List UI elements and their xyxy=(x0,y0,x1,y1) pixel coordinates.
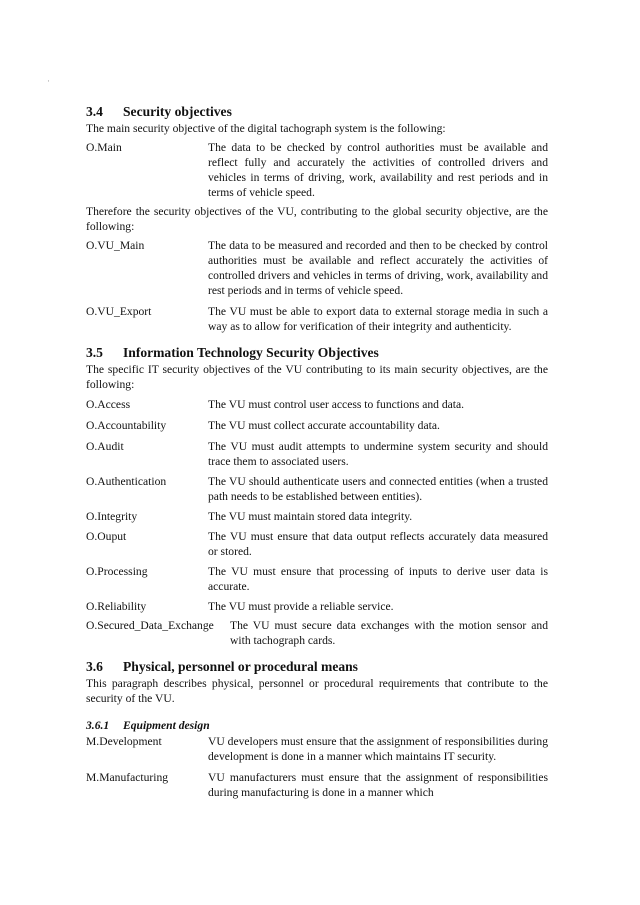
objective-term: O.VU_Export xyxy=(86,305,152,318)
subsection-number: 3.6.1 xyxy=(86,719,110,732)
section-3-4-intro2: Therefore the security objectives of the VU, contributing to the global security objective, are the following: xyxy=(86,205,548,233)
objective-term: O.Authentication xyxy=(86,475,167,488)
objective-term: O.Access xyxy=(86,398,131,411)
objective-row xyxy=(86,238,548,298)
section-3-5-intro: The specific IT security objectives of the VU contributing to its main security objectives, are the following: xyxy=(86,363,548,391)
measure-desc: VU manufacturers must ensure that the assignment of responsibilities during manufacturing is done in a manner which xyxy=(208,771,548,799)
subsection-title: Equipment design xyxy=(123,719,210,732)
objective-desc: The VU must ensure that data output reflects accurately data measured or stored. xyxy=(208,530,548,558)
objective-desc: The VU must collect accurate accountability data. xyxy=(208,419,440,432)
section-3-6-heading xyxy=(86,659,548,674)
objective-desc: The VU must maintain stored data integrity. xyxy=(208,510,413,523)
objective-row xyxy=(86,397,548,412)
measure-desc: VU developers must ensure that the assignment of responsibilities during development is done in a manner which maintains IT security. xyxy=(208,735,548,763)
objective-desc: The VU must ensure that processing of inputs to derive user data is accurate. xyxy=(208,565,548,593)
section-number: 3.4 xyxy=(86,104,103,119)
margin-mark: · xyxy=(47,76,50,86)
objective-row xyxy=(86,474,548,504)
objective-desc: The VU must control user access to functions and data. xyxy=(208,398,465,411)
objective-row xyxy=(86,564,548,594)
section-number: 3.6 xyxy=(86,659,103,674)
objective-row xyxy=(86,599,548,614)
objective-term: O.Processing xyxy=(86,565,148,578)
measure-row xyxy=(86,770,548,800)
objective-term: O.Main xyxy=(86,141,122,154)
measure-term: M.Manufacturing xyxy=(86,771,169,784)
objective-desc: The VU should authenticate users and connected entities (when a trusted path needs to be established between entities). xyxy=(208,475,548,503)
section-title: Information Technology Security Objectives xyxy=(123,345,379,360)
objective-row xyxy=(86,509,548,524)
objective-row xyxy=(86,439,548,469)
objective-term: O.Secured_Data_Exchange xyxy=(86,619,214,632)
objective-row xyxy=(86,304,548,334)
objective-term: O.Accountability xyxy=(86,419,167,432)
section-title: Security objectives xyxy=(123,104,232,119)
objective-term: O.Audit xyxy=(86,440,124,453)
objective-term: O.VU_Main xyxy=(86,239,145,252)
section-3-4-intro: The main security objective of the digital tachograph system is the following: xyxy=(86,122,446,135)
objective-row xyxy=(86,418,548,433)
objective-desc: The data to be measured and recorded and then to be checked by control authorities must be available and reflect accurately the activities of controlled drivers and vehicles in terms of driving, work, availability and rest periods and in terms of vehicle speed. xyxy=(208,239,548,297)
objective-desc: The VU must provide a reliable service. xyxy=(208,600,394,613)
objective-desc: The VU must secure data exchanges with the motion sensor and with tachograph cards. xyxy=(230,619,548,647)
objective-term: O.Integrity xyxy=(86,510,138,523)
objective-desc: The data to be checked by control authorities must be available and reflect fully and accurately the activities of controlled drivers and vehicles in terms of driving, work, availability and rest periods and in terms of vehicle speed. xyxy=(208,141,548,199)
measure-row xyxy=(86,734,548,764)
objective-row xyxy=(86,529,548,559)
objective-row xyxy=(86,140,548,200)
section-title: Physical, personnel or procedural means xyxy=(123,659,358,674)
section-number: 3.5 xyxy=(86,345,103,360)
objective-row xyxy=(86,618,548,648)
measure-term: M.Development xyxy=(86,735,162,748)
document-page xyxy=(86,104,548,800)
objective-term: O.Ouput xyxy=(86,530,127,543)
section-3-6-intro: This paragraph describes physical, personnel or procedural requirements that contribute to the security of the VU. xyxy=(86,677,548,705)
objective-term: O.Reliability xyxy=(86,600,147,613)
section-3-5-heading xyxy=(86,345,548,360)
section-3-4-heading xyxy=(86,104,548,119)
objective-desc: The VU must be able to export data to external storage media in such a way as to allow for verification of their integrity and authenticity. xyxy=(208,305,548,333)
objective-desc: The VU must audit attempts to undermine system security and should trace them to associated users. xyxy=(208,440,548,468)
subsection-3-6-1-heading xyxy=(86,718,548,733)
